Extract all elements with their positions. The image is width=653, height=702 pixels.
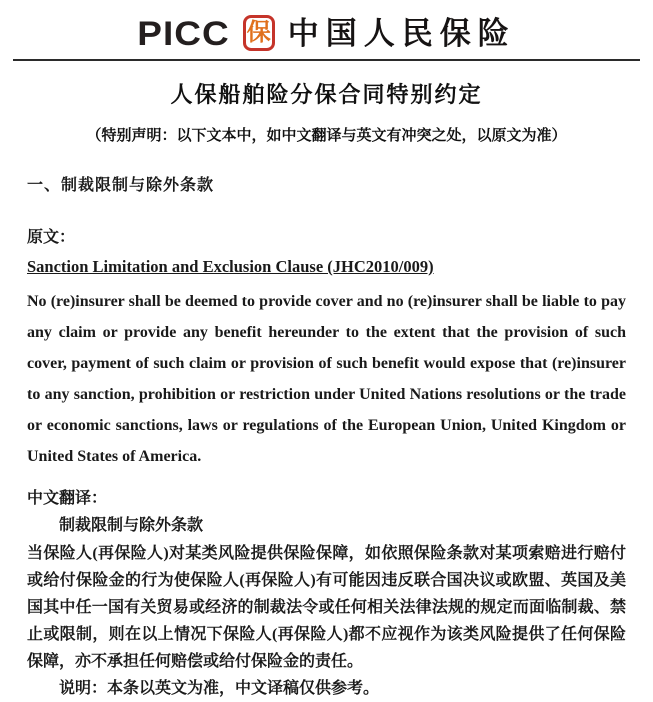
chinese-clause-paragraph: 当保险人(再保险人)对某类风险提供保险保障，如依照保险条款对某项索赔进行赔付或给付保险金的行为使保险人(再保险人)有可能因违反联合国决议或欧盟、英国及美国其中任一国有关贸易或经济的制裁法令或任何相关法律法规的规定而面临制裁、禁止或限制，则在以上情况下保险人(再保险人)都不应视作为该类风险提供了任何保险保障，亦不承担任何赔偿或给付保险金的责任。 (27, 545, 626, 670)
company-name: 中国人民保险 (287, 15, 516, 51)
seal-glyph: 保 (246, 20, 271, 46)
document-body (0, 172, 653, 702)
translation-label: 中文翻译： (27, 490, 108, 507)
section-heading: 一、制裁限制与除外条款 (27, 177, 215, 194)
translation-heading: 制裁限制与除外条款 (59, 517, 204, 534)
header-divider (13, 59, 640, 61)
picc-seal-icon (243, 15, 275, 51)
note-line: 说明：本条以英文为准，中文译稿仅供参考。 (59, 680, 380, 697)
clause-title: Sanction Limitation and Exclusion Clause (JHC2010/009) (27, 257, 434, 276)
english-clause-paragraph: No (re)insurer shall be deemed to provide cover and no (re)insurer shall be liable to pay any claim or provide any benefit hereunder to the extent that the provision of such cover, payment of such claim or provision of such benefit would expose that (re)insurer to any sanction, prohibition or restriction under United Nations resolutions or the trade or economic sanctions, laws or regulations of the European Union, United Kingdom or United States of America. (27, 293, 626, 465)
disclaimer-line: （特别声明：以下文本中，如中文翻译与英文有冲突之处，以原文为准） (86, 127, 567, 144)
page-title: 人保船舶险分保合同特别约定 (170, 82, 483, 107)
picc-logo (0, 0, 653, 56)
original-text-label: 原文： (27, 229, 76, 246)
picc-wordmark: PICC (137, 14, 230, 52)
